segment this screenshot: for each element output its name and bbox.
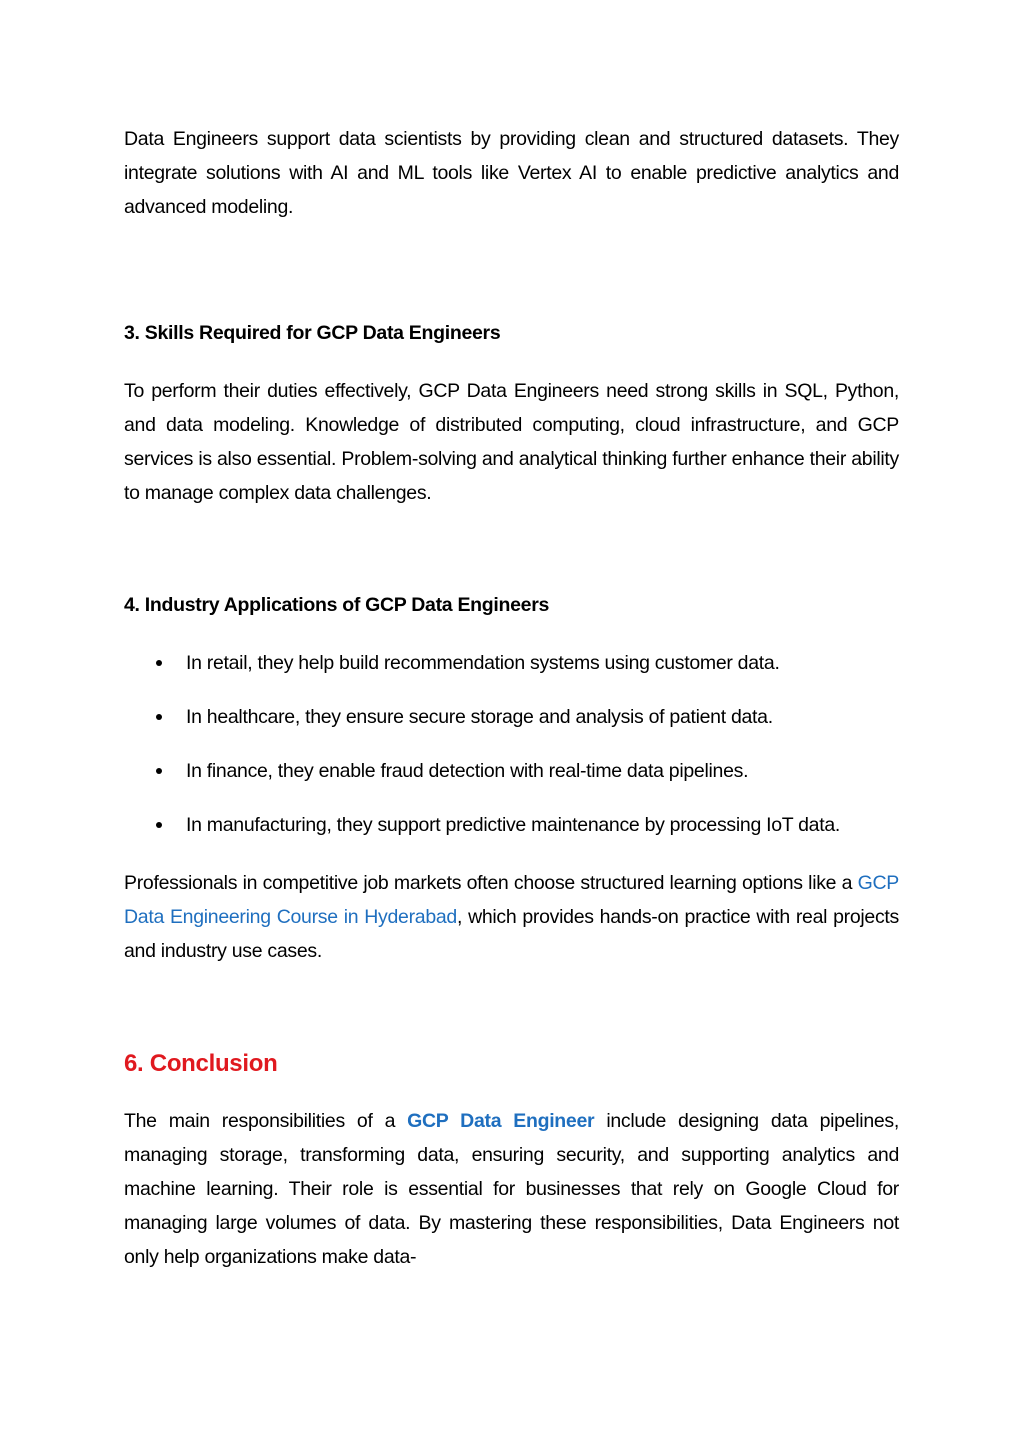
course-text-after: , which provides hands-on practice with real projects and industry use cases.: [124, 906, 899, 962]
list-item: [124, 754, 899, 788]
industry-list: [124, 646, 899, 842]
list-item-text: In manufacturing, they support predictive maintenance by processing IoT data.: [186, 814, 841, 836]
course-text-before: Professionals in competitive job markets often choose structured learning options like a: [124, 872, 858, 894]
course-paragraph: [124, 866, 899, 968]
skills-paragraph: To perform their duties effectively, GCP Data Engineers need strong skills in SQL, Python, and data modeling. Knowledge of distributed computing, cloud infrastructure, and GCP services is also essential. Problem-solving and analytical thinking further enhance their ability to manage complex data challenges.: [124, 380, 899, 504]
intro-paragraph: Data Engineers support data scientists by providing clean and structured datasets. They integrate solutions with AI and ML tools like Vertex AI to enable predictive analytics and advanced modeling.: [124, 128, 899, 218]
list-item: [124, 646, 899, 680]
bullet-icon: [156, 714, 162, 720]
bullet-icon: [156, 660, 162, 666]
list-item-text: In finance, they enable fraud detection with real-time data pipelines.: [186, 760, 749, 782]
list-item-text: In retail, they help build recommendation systems using customer data.: [186, 652, 780, 674]
industry-heading: 4. Industry Applications of GCP Data Engineers: [124, 594, 550, 616]
list-item: [124, 808, 899, 842]
skills-heading: 3. Skills Required for GCP Data Engineers: [124, 322, 501, 344]
conclusion-heading: 6. Conclusion: [124, 1050, 278, 1077]
document-page: [124, 122, 899, 1274]
list-item: [124, 700, 899, 734]
conclusion-text-after: include designing data pipelines, managing storage, transforming data, ensuring security, and supporting analytics and machine learning. Their role is essential for businesses that rely on Google Cloud for managing large volumes of data. By mastering these responsibilities, Data Engineers not only help organizations make data-: [124, 1110, 899, 1268]
course-link[interactable]: GCP Data Engineering Course in Hyderabad: [124, 872, 899, 928]
bullet-icon: [156, 768, 162, 774]
conclusion-text-before: The main responsibilities of a: [124, 1110, 408, 1132]
bullet-icon: [156, 822, 162, 828]
gcp-data-engineer-link[interactable]: GCP Data Engineer: [407, 1110, 595, 1132]
list-item-text: In healthcare, they ensure secure storage and analysis of patient data.: [186, 706, 773, 728]
conclusion-paragraph: [124, 1104, 899, 1274]
